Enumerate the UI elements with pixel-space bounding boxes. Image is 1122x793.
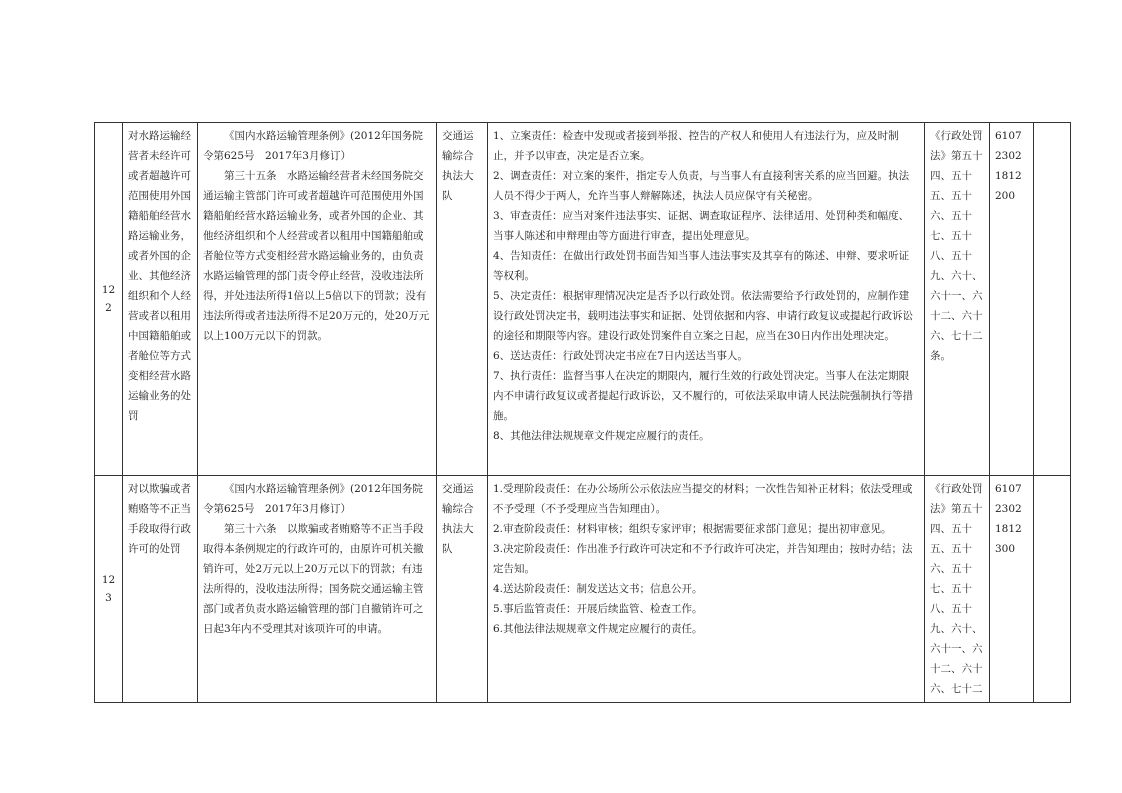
department-cell: 交通运输综合执法大队 xyxy=(437,123,488,476)
remark-cell xyxy=(1034,476,1071,703)
item-name-cell: 对以欺骗或者贿赂等不正当手段取得行政许可的处罚 xyxy=(123,476,198,703)
responsibility-item: 6.其他法律法规规章文件规定应履行的责任。 xyxy=(493,623,703,635)
item-name-cell: 对水路运输经营者未经许可或者超越许可范围使用外国籍船舶经营水路运输业务，或者外国的企业、其他经济组织和个人经营或者以租用中国籍船舶或者舱位等方式变相经营水路运输业务的处罚 xyxy=(123,123,198,476)
responsibility-item: 4、告知责任：在做出行政处罚书面告知当事人违法事实及其享有的陈述、申辩、要求听证等权利。 xyxy=(493,250,910,282)
legal-basis-cell xyxy=(198,123,437,476)
department-cell: 交通运输综合执法大队 xyxy=(437,476,488,703)
responsibility-item: 5、决定责任：根据审理情况决定是否予以行政处罚。依法需要给予行政处罚的，应制作建设行政处罚决定书，载明违法事实和证据、处罚依据和内容、申请行政复议或提起行政诉讼的途径和期限等内容。建设行政处罚案件自立案之日起，应当在30日内作出处理决定。 xyxy=(493,290,913,342)
responsibility-item: 1.受理阶段责任：在办公场所公示依法应当提交的材料；一次性告知补正材料；依法受理或不予受理（不予受理应当告知理由）。 xyxy=(493,483,913,515)
power-list-table xyxy=(94,122,1071,703)
table-row xyxy=(95,123,1071,476)
responsibility-item: 6、送达责任：行政处罚决定书应在7日内送达当事人。 xyxy=(493,350,748,362)
remark-cell xyxy=(1034,123,1071,476)
row-number: 12 2 xyxy=(95,123,123,476)
responsibility-item: 8、其他法律法规规章文件规定应履行的责任。 xyxy=(493,430,710,442)
item-code-cell: 610723021812300 xyxy=(990,476,1034,703)
law-paragraph: 第三十五条 水路运输经营者未经国务院交通运输主管部门许可或者超越许可范围使用外国籍船舶经营水路运输业务，或者外国的企业、其他经济组织和个人经营或者以租用中国籍船舶或者舱位等方式变相经营水路运输业务的，由负责水路运输管理的部门责令停止经营，没收违法所得，并处违法所得1倍以上5倍以下的罚款；没有违法所得或者违法所得不足20万元的，处20万元以上100万元以下的罚款。 xyxy=(203,170,430,342)
law-paragraph: 《国内水路运输管理条例》(2012年国务院令第625号 2017年3月修订） xyxy=(203,130,423,162)
law-paragraph: 《国内水路运输管理条例》(2012年国务院令第625号 2017年3月修订） xyxy=(203,483,423,515)
responsibility-cell xyxy=(488,123,925,476)
responsibility-item: 2、调查责任：对立案的案件，指定专人负责，与当事人有直接利害关系的应当回避。执法人员不得少于两人，允许当事人辩解陈述，执法人员应保守有关秘密。 xyxy=(493,170,910,202)
responsibility-item: 4.送达阶段责任：制发送达文书；信息公开。 xyxy=(493,583,703,595)
law-paragraph: 第三十六条 以欺骗或者贿赂等不正当手段取得本条例规定的行政许可的，由原许可机关撤销许可，处2万元以上20万元以下的罚款；有违法所得的，没收违法所得；国务院交通运输主管部门或者负责水路运输管理的部门自撤销许可之日起3年内不受理其对该项许可的申请。 xyxy=(203,523,424,635)
responsibility-item: 2.审查阶段责任：材料审核；组织专家评审；根据需要征求部门意见；提出初审意见。 xyxy=(493,523,892,535)
responsibility-item: 5.事后监管责任：开展后续监管、检查工作。 xyxy=(493,603,703,615)
legal-basis-cell xyxy=(198,476,437,703)
responsibility-item: 3、审查责任：应当对案件违法事实、证据、调查取证程序、法律适用、处罚种类和幅度、当事人陈述和申辩理由等方面进行审查，提出处理意见。 xyxy=(493,210,910,242)
responsibility-item: 7、执行责任：监督当事人在决定的期限内，履行生效的行政处罚决定。当事人在法定期限内不申请行政复议或者提起行政诉讼，又不履行的，可依法采取申请人民法院强制执行等措施。 xyxy=(493,370,913,422)
responsibility-item: 1、立案责任：检查中发现或者接到举报、控告的产权人和使用人有违法行为，应及时制止，并予以审查，决定是否立案。 xyxy=(493,130,899,162)
responsibility-item: 3.决定阶段责任：作出准予行政许可决定和不予行政许可决定，并告知理由；按时办结；法定告知。 xyxy=(493,543,913,575)
responsibility-cell xyxy=(488,476,925,703)
item-code-cell: 610723021812200 xyxy=(990,123,1034,476)
table-row xyxy=(95,476,1071,703)
accountability-basis-cell: 《行政处罚法》第五十四、五十五、五十六、五十七、五十八、五十九、六十、六十一、六十二、六十六、七十二 xyxy=(925,476,990,703)
row-number: 12 3 xyxy=(95,476,123,703)
accountability-basis-cell: 《行政处罚法》第五十四、五十五、五十六、五十七、五十八、五十九、六十、六十一、六十二、六十六、七十二条。 xyxy=(925,123,990,476)
